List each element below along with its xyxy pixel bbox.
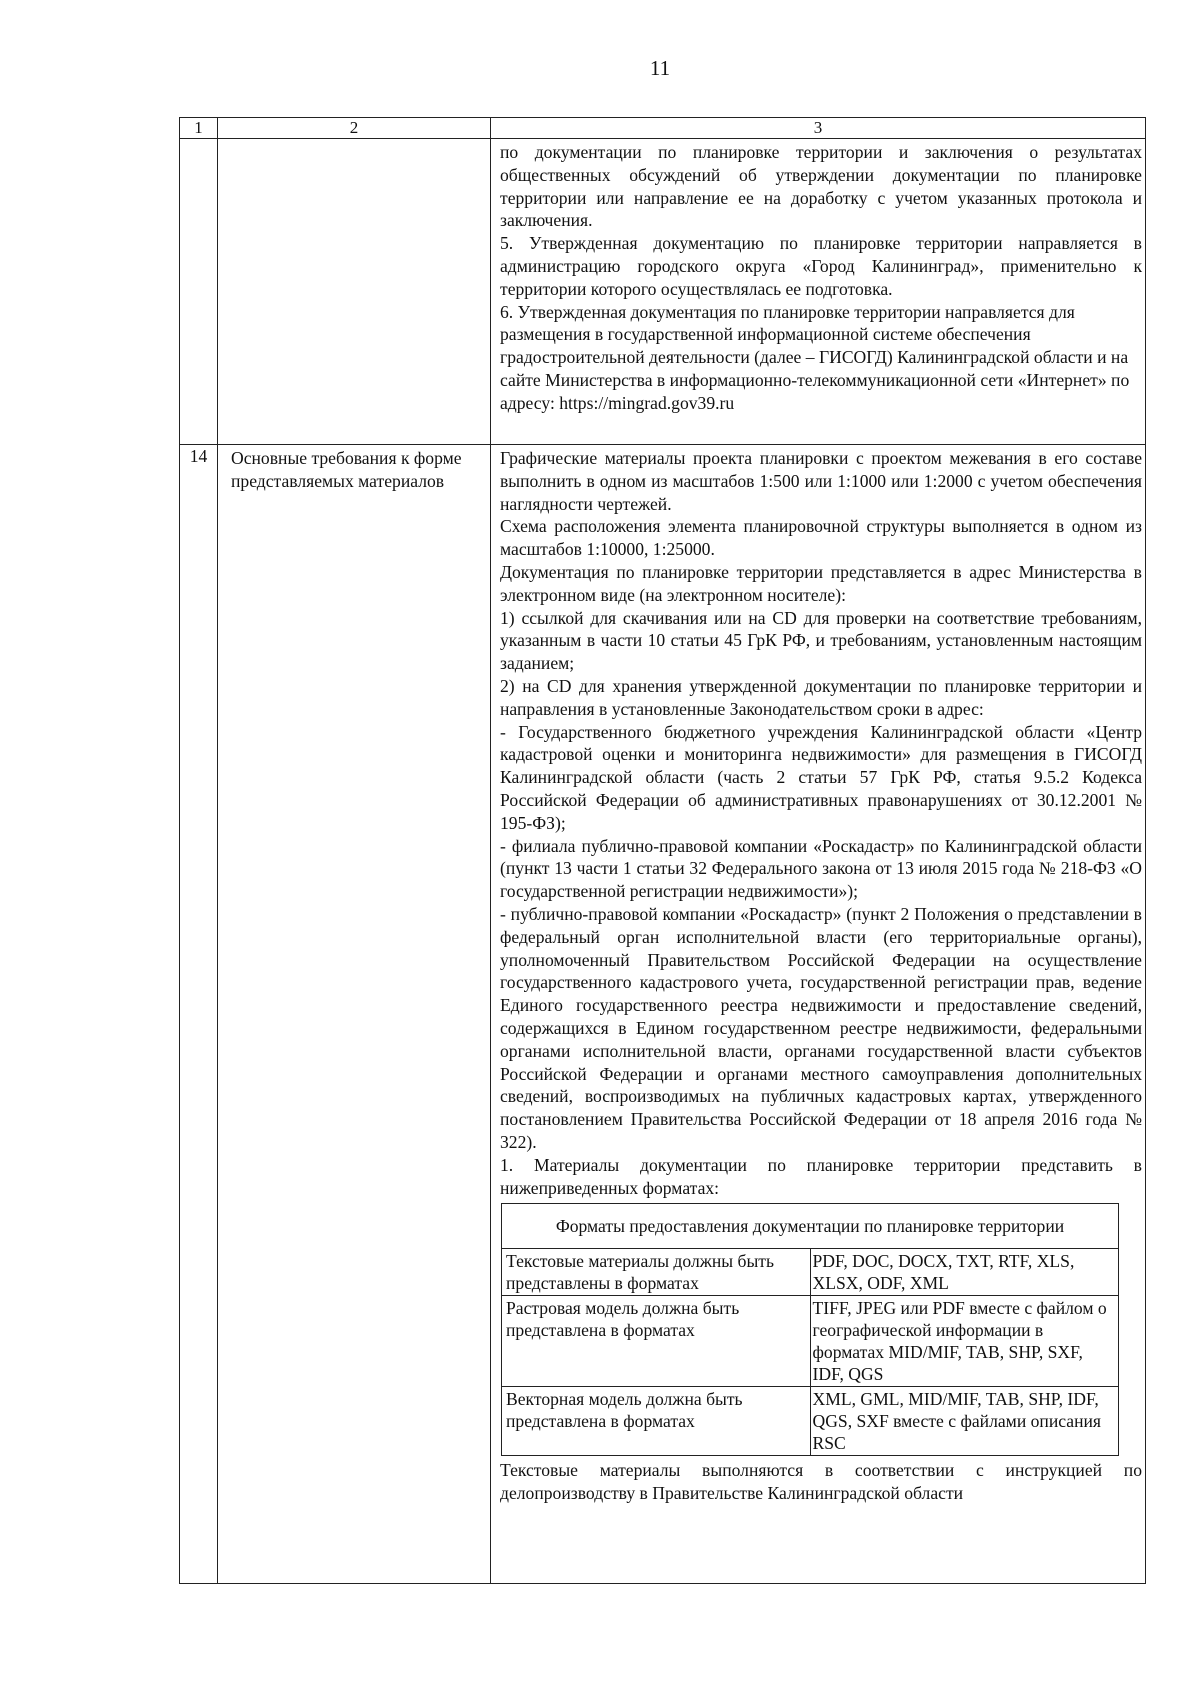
format-value: PDF, DOC, DOCX, TXT, RTF, XLS, XLSX, ODF, XML [810,1249,1119,1296]
format-label: Растровая модель должна быть представлена в форматах [502,1296,811,1387]
paragraph: 1) ссылкой для скачивания или на CD для проверки на соответствие требованиям, указанным в части 10 статьи 45 ГрК РФ, и требованиям, установленным настоящим заданием; [500,607,1142,674]
paragraph: - филиала публично-правовой компании «Роскадастр» по Калининградской области (пункт 13 части 1 статьи 32 Федерального закона от 13 июля 2015 года № 218-ФЗ «О государственной регистрации недвижимости»); [500,835,1142,902]
header-col-1: 1 [180,118,218,139]
formats-table [501,1203,1119,1456]
page-number: 11 [649,56,671,80]
header-col-2: 2 [218,118,491,139]
row-content-continued [491,139,1146,445]
paragraph: по документации по планировке территории и заключения о результатах общественных обсуждений об утверждении документации по планировке территории или направление ее на доработку с учетом указанных протокола и заключения. [500,142,1142,231]
format-value: TIFF, JPEG или PDF вместе с файлом о географической информации в форматах MID/MIF, TAB, SHP, SXF, IDF, QGS [810,1296,1119,1387]
paragraph: 5. Утвержденная документацию по планировке территории направляется в администрацию городского округа «Город Калининград», применительно к территории которого осуществлялась ее подготовка. [500,233,1142,299]
paragraph: Графические материалы проекта планировки с проектом межевания в его составе выполнить в одном из масштабов 1:500 или 1:1000 или 1:2000 с учетом обеспечения наглядности чертежей. [500,448,1142,514]
requirements-table [179,117,1146,1584]
row-content [491,445,1146,1584]
formats-table-caption-row [502,1204,1119,1249]
row-number-empty [180,139,218,445]
format-label: Векторная модель должна быть представлена в форматах [502,1387,811,1456]
paragraph: 1. Материалы документации по планировке территории представить в нижеприведенных форматах: [500,1154,1142,1198]
format-label: Текстовые материалы должны быть представлены в форматах [502,1249,811,1296]
row-title: Основные требования к форме представляемых материалов [231,448,462,491]
paragraph: Документация по планировке территории представляется в адрес Министерства в электронном виде (на электронном носителе): [500,561,1142,605]
header-col-3: 3 [491,118,1146,139]
table-row-14 [180,445,1146,1584]
row-title-cell [218,445,491,1584]
formats-table-row [502,1387,1119,1456]
table-row-continued [180,139,1146,445]
row-number: 14 [180,445,218,1584]
row-title-empty [218,139,491,445]
paragraph-closing: Текстовые материалы выполняются в соответствии с инструкцией по делопроизводству в Правительстве Калининградской области [500,1460,1142,1504]
format-value: XML, GML, MID/MIF, TAB, SHP, IDF, QGS, SXF вместе с файлами описания RSC [810,1387,1119,1456]
paragraph: - публично-правовой компании «Роскадастр» (пункт 2 Положения о представлении в федеральный орган исполнительной власти (его территориальные органы), уполномоченный Правительством Российской Федерации на осуществление государственного кадастрового учета, государственной регистрации прав, ведение Единого государственного реестра недвижимости и предоставление сведений, содержащихся в Едином государственном реестре недвижимости, федеральными органами исполнительной власти, органами государственной власти субъектов Российской Федерации и органами местного самоуправления дополнительных сведений, воспроизводимых на публичных кадастровых картах, утвержденного постановлением Правительства Российской Федерации от 18 апреля 2016 года № 322). [500,903,1142,1152]
table-header-row [180,118,1146,139]
paragraph: 6. Утвержденная документация по планировке территории направляется для размещения в государственной информационной системе обеспечения градостроительной деятельности (далее – ГИСОГД) Калининградской области и на сайте Министерства в информационно-телекоммуникационной сети «Интернет» по адресу: https://mingrad.gov39.ru [500,301,1130,413]
paragraph: 2) на CD для хранения утвержденной документации по планировке территории и направления в установленные Законодательством сроки в адрес: [500,675,1142,719]
paragraph: - Государственного бюджетного учреждения Калининградской области «Центр кадастровой оценки и мониторинга недвижимости» для размещения в ГИСОГД Калининградской области (часть 2 статьи 57 ГрК РФ, статья 9.5.2 Кодекса Российской Федерации об административных правонарушениях от 30.12.2001 № 195-ФЗ); [500,721,1142,833]
paragraph: Схема расположения элемента планировочной структуры выполняется в одном из масштабов 1:10000, 1:25000. [500,516,1142,560]
formats-table-row [502,1249,1119,1296]
formats-table-row [502,1296,1119,1387]
formats-table-caption: Форматы предоставления документации по планировке территории [502,1204,1119,1249]
